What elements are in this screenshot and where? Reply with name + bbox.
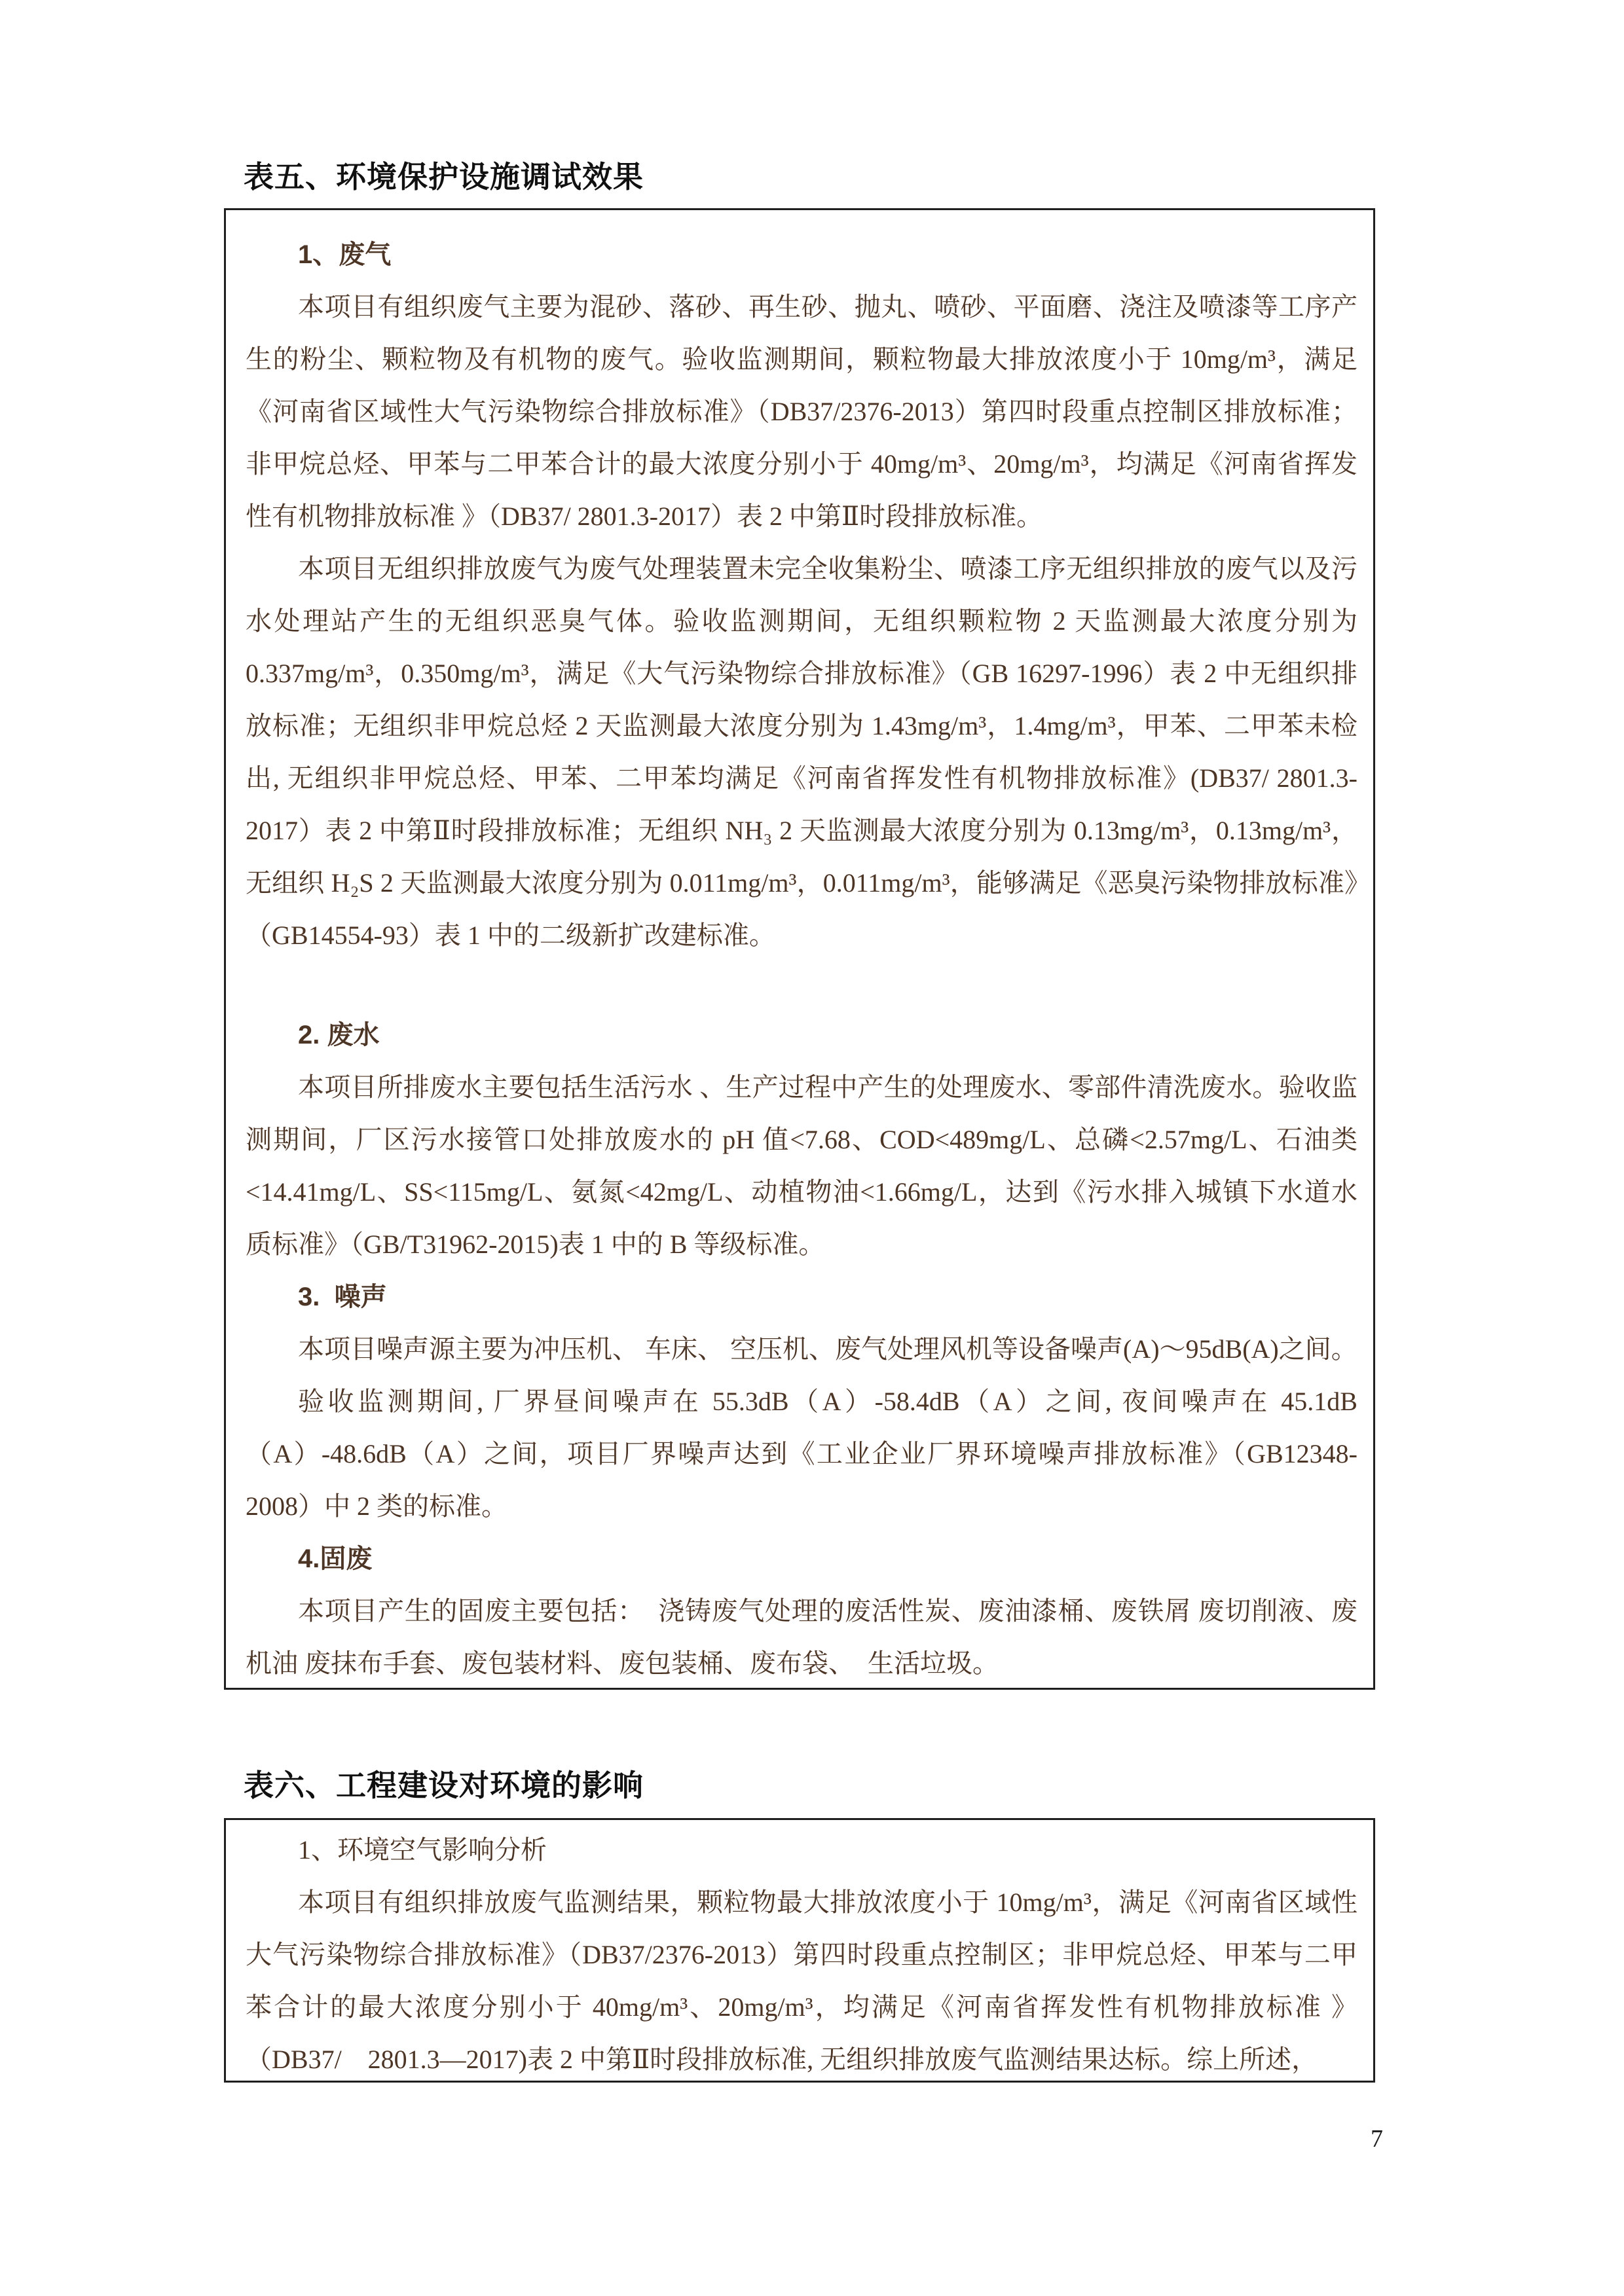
solid-waste-heading: 4.固废 [298,1544,373,1573]
noise-paragraph-1: 本项目噪声源主要为冲压机、 车床、 空压机、废气处理风机等设备噪声(A)～95dB(A)之间。 [298,1334,1357,1364]
waste-gas-paragraph-1: 本项目有组织废气主要为混砂、落砂、再生砂、抛丸、喷砂、平面磨、浇注及喷漆等工序产生的粉尘、颗粒物及有机物的废气。验收监测期间，颗粒物最大排放浓度小于 10mg/m³，满足《河南省区域性大气污染物综合排放标准》（DB37/2376-2013）第四时段重点控制区排放标准；非甲烷总烃、甲苯与二甲苯合计的最大浓度分别小于 40mg/m³、20mg/m³，均满足《河南省挥发性有机物排放标准 》（DB37/ 2801.3-2017）表 2 中第Ⅱ时段排放标准。 [246,292,1357,531]
waste-water-paragraph: 本项目所排废水主要包括生活污水 、生产过程中产生的处理废水、零部件清洗废水。验收监测期间，厂区污水接管口处排放废水的 pH 值<7.68、COD<489mg/L、总磷<2.57mg/L、石油类<14.41mg/L、SS<115mg/L、氨氮<42mg/L、动植物油<1.66mg/L，达到《污水排入城镇下水道水质标准》（GB/T31962-2015)表 1 中的 B 等级标准。 [246,1072,1357,1259]
table-five-box [224,208,1375,1690]
air-impact-paragraph: 本项目有组织排放废气监测结果，颗粒物最大排放浓度小于 10mg/m³，满足《河南省区域性大气污染物综合排放标准》（DB37/2376-2013）第四时段重点控制区；非甲烷总烃、甲苯与二甲苯合计的最大浓度分别小于 40mg/m³、20mg/m³，均满足《河南省挥发性有机物排放标准 》（DB37/ 2801.3—2017)表 2 中第Ⅱ时段排放标准, 无组织排放废气监测结果达标。综上所述， [246,1887,1357,2074]
table-six-title: 表六、工程建设对环境的影响 [244,1768,644,1802]
noise-heading: 3. 噪声 [298,1283,387,1311]
table-five-title: 表五、环境保护设施调试效果 [244,160,644,194]
solid-waste-paragraph: 本项目产生的固废主要包括： 浇铸废气处理的废活性炭、废油漆桶、废铁屑 废切削液、废机油 废抹布手套、废包装材料、废包装桶、废布袋、 生活垃圾。 [246,1596,1357,1678]
waste-gas-heading: 1、废气 [298,240,392,269]
waste-gas-paragraph-2: 本项目无组织排放废气为废气处理装置未完全收集粉尘、喷漆工序无组织排放的废气以及污水处理站产生的无组织恶臭气体。验收监测期间，无组织颗粒物 2 天监测最大浓度分别为 0.337mg/m³，0.350mg/m³，满足《大气污染物综合排放标准》（GB 16297-1996）表 2 中无组织排放标准；无组织非甲烷总烃 2 天监测最大浓度分别为 1.43mg/m³，1.4mg/m³，甲苯、二甲苯未检出, 无组织非甲烷总烃、甲苯、二甲苯均满足《河南省挥发性有机物排放标准》(DB37/ 2801.3-2017）表 2 中第Ⅱ时段排放标准；无组织 NH₃ 2 天监测最大浓度分别为 0.13mg/m³，0.13mg/m³，无组织 H₂S 2 天监测最大浓度分别为 0.011mg/m³，0.011mg/m³，能够满足《恶臭污染物排放标准》（GB14554-93）表 1 中的二级新扩改建标准。 [246,554,1364,950]
table-six-box [224,1818,1375,2083]
noise-paragraph-2: 验收监测期间, 厂界昼间噪声在 55.3dB（A）-58.4dB（A）之间, 夜间噪声在 45.1dB（A）-48.6dB（A）之间，项目厂界噪声达到《工业企业厂界环境噪声排放标准》（GB12348-2008）中 2 类的标准。 [246,1387,1357,1521]
page-number: 7 [1371,2125,1383,2153]
waste-water-heading: 2. 废水 [298,1021,380,1049]
air-impact-heading: 1、环境空气影响分析 [298,1835,547,1865]
